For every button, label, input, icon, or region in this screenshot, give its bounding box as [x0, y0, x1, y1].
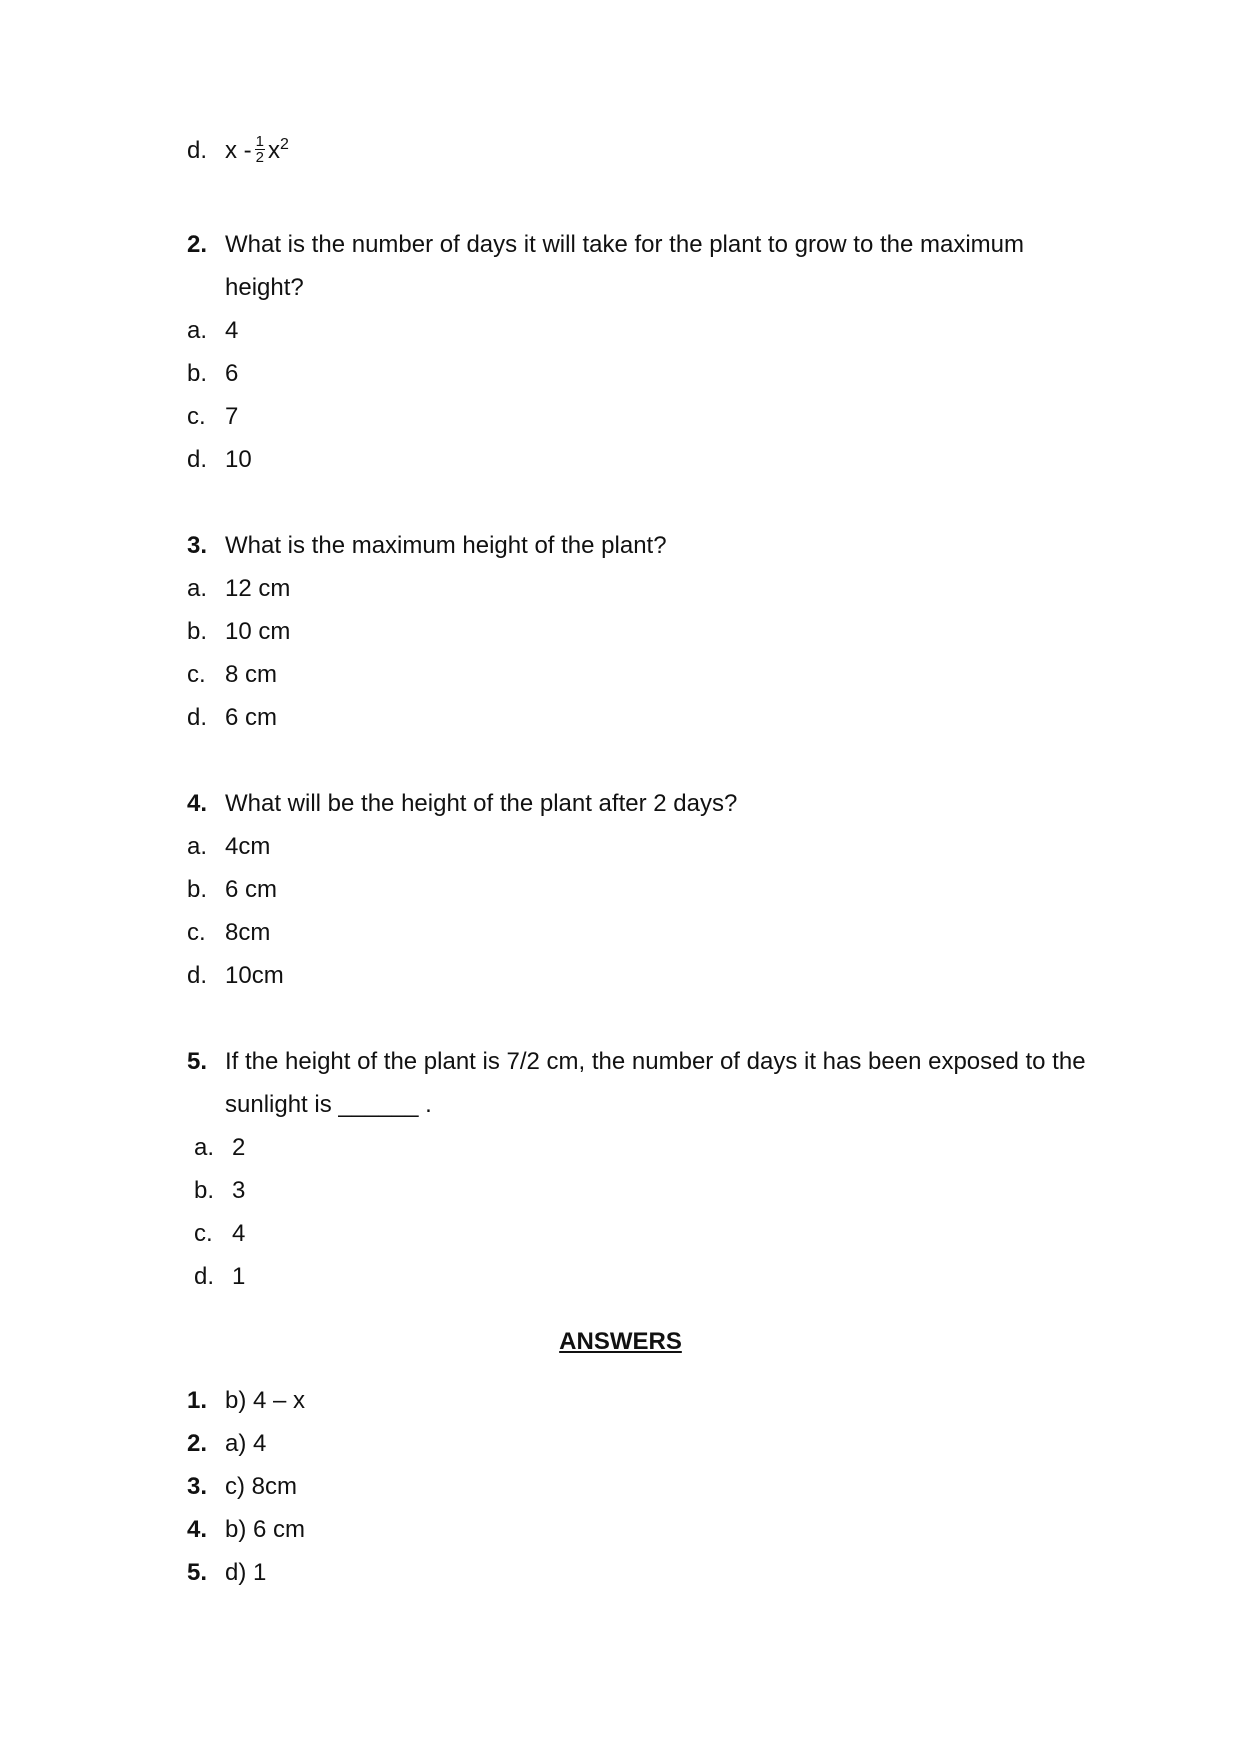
- option-formula: x - $\frac{1}{2}$ $x^2$: [225, 133, 289, 167]
- option-text: 12 cm: [225, 575, 291, 602]
- question-number: 2.: [187, 231, 208, 258]
- answer-number: 3.: [187, 1473, 208, 1500]
- question-number: 3.: [187, 532, 208, 559]
- option-label: a.: [194, 1134, 215, 1161]
- question-text-continued: sunlight is ______ .: [225, 1091, 432, 1118]
- option-text: 8 cm: [225, 661, 278, 688]
- option-text: 2: [232, 1134, 246, 1161]
- option-label: a.: [187, 575, 208, 602]
- option-label: c.: [194, 1220, 213, 1247]
- option-label: d.: [187, 704, 208, 731]
- question-number: 5.: [187, 1048, 208, 1075]
- option-text: 4: [232, 1220, 246, 1247]
- option-text: 8cm: [225, 919, 271, 946]
- answers-heading: ANSWERS: [559, 1328, 682, 1355]
- option-label: b.: [187, 876, 208, 903]
- option-label: d.: [187, 962, 208, 989]
- answer-number: 4.: [187, 1516, 208, 1543]
- answer-text: d) 1: [225, 1559, 267, 1586]
- option-text: 4: [225, 317, 239, 344]
- option-text: 7: [225, 403, 239, 430]
- option-text: 10: [225, 446, 252, 473]
- option-label: a.: [187, 317, 208, 344]
- option-label: d.: [187, 446, 208, 473]
- option-text: 6: [225, 360, 239, 387]
- answer-text: c) 8cm: [225, 1473, 297, 1500]
- option-text: 3: [232, 1177, 246, 1204]
- option-label: c.: [187, 661, 206, 688]
- question-text: What is the maximum height of the plant?: [225, 532, 667, 559]
- answer-text: b) 4 – x: [225, 1387, 306, 1414]
- option-text: 1: [232, 1263, 246, 1290]
- option-text: 4cm: [225, 833, 271, 860]
- option-label: d.: [187, 137, 208, 164]
- question-text-continued: height?: [225, 274, 304, 301]
- option-text: 6 cm: [225, 876, 278, 903]
- option-label: c.: [187, 403, 206, 430]
- answer-number: 2.: [187, 1430, 208, 1457]
- option-label: a.: [187, 833, 208, 860]
- question-text: If the height of the plant is 7/2 cm, the number of days it has been exposed to the: [225, 1048, 1086, 1075]
- option-label: c.: [187, 919, 206, 946]
- answer-text: b) 6 cm: [225, 1516, 306, 1543]
- option-label: b.: [187, 618, 208, 645]
- option-text: 10cm: [225, 962, 284, 989]
- option-label: b.: [187, 360, 208, 387]
- answer-number: 5.: [187, 1559, 208, 1586]
- question-number: 4.: [187, 790, 208, 817]
- fraction-one-half: $\frac{1}{2}$: [255, 133, 265, 167]
- option-text: 6 cm: [225, 704, 278, 731]
- question-text: What will be the height of the plant after 2 days?: [225, 790, 738, 817]
- option-label: b.: [194, 1177, 215, 1204]
- answer-text: a) 4: [225, 1430, 267, 1457]
- option-label: d.: [194, 1263, 215, 1290]
- question-text: What is the number of days it will take for the plant to grow to the maximum: [225, 231, 1025, 258]
- answer-number: 1.: [187, 1387, 208, 1414]
- option-text: 10 cm: [225, 618, 291, 645]
